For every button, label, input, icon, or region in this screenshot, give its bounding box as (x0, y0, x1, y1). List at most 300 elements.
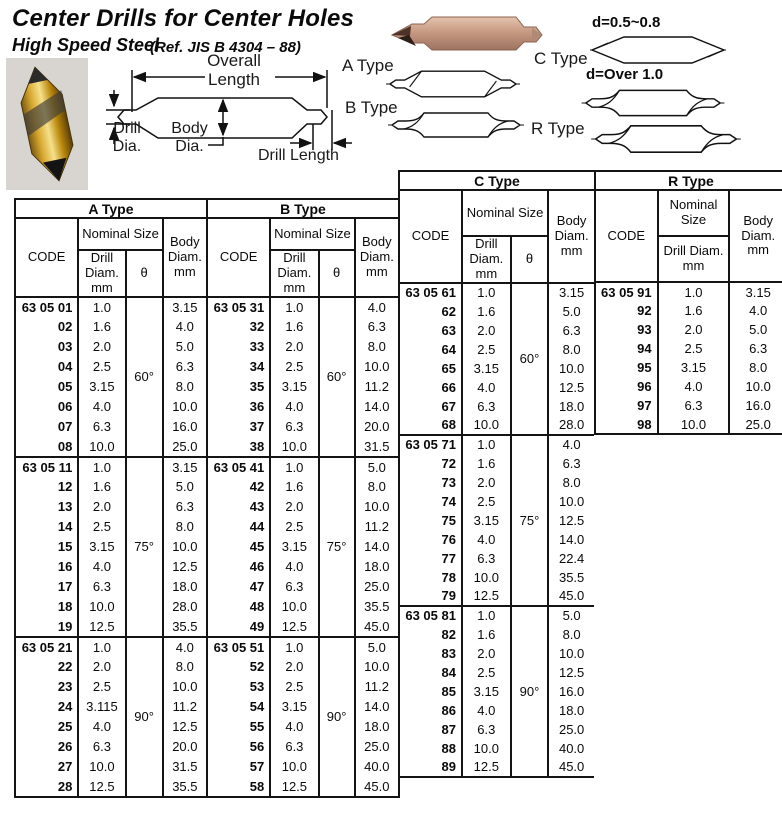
body-diam-cell: 10.0 (548, 644, 594, 663)
drill-diam-cell: 2.0 (78, 337, 125, 357)
drill-diam-cell: 12.5 (462, 587, 511, 606)
code-header: CODE (399, 190, 462, 283)
body-diam-cell: 16.0 (729, 396, 782, 415)
body-diam-cell: 25.0 (548, 720, 594, 739)
code-cell: 63 05 01 (15, 297, 78, 317)
drill-diam-cell: 3.15 (462, 682, 511, 701)
body-diam-cell: 5.0 (355, 457, 399, 477)
body-diam-cell: 28.0 (163, 597, 207, 617)
drill-diam-cell: 6.3 (270, 737, 318, 757)
drill-diam-cell: 1.6 (78, 477, 125, 497)
body-diam-cell: 16.0 (548, 682, 594, 701)
body-diam-cell: 25.0 (163, 437, 207, 457)
drill-diam-cell: 3.15 (78, 537, 125, 557)
body-diam-cell: 5.0 (548, 302, 594, 321)
body-diam-cell: 12.5 (548, 663, 594, 682)
drill-diam-cell: 1.6 (270, 477, 318, 497)
drill-diam-cell: 2.5 (78, 517, 125, 537)
drill-diam-cell: 2.0 (270, 337, 318, 357)
code-cell: 19 (15, 617, 78, 637)
drill-diam-cell: 6.3 (658, 396, 730, 415)
drill-diam-cell: 1.0 (270, 457, 318, 477)
body-diam-cell: 10.0 (548, 359, 594, 378)
drill-diam-cell: 3.15 (270, 537, 318, 557)
code-cell: 28 (15, 777, 78, 797)
drill-diam-cell: 2.5 (270, 517, 318, 537)
body-diam-cell: 8.0 (355, 477, 399, 497)
body-diam-cell: 10.0 (548, 492, 594, 511)
code-cell: 53 (207, 677, 270, 697)
drill-diam-cell: 10.0 (270, 597, 318, 617)
drill-diam-cell: 2.5 (78, 677, 125, 697)
c-type-small-d-label: d=0.5~0.8 (592, 14, 661, 31)
body-diam-cell: 10.0 (355, 657, 399, 677)
ab-type-table-group (14, 198, 400, 798)
code-cell: 52 (207, 657, 270, 677)
center-drill-photo (6, 58, 88, 190)
body-diam-cell: 11.2 (355, 677, 399, 697)
drill-diam-cell: 10.0 (78, 757, 125, 777)
theta-cell: 90° (511, 606, 549, 777)
drill-diam-cell: 6.3 (270, 577, 318, 597)
drill-diam-cell: 4.0 (78, 717, 125, 737)
body-diam-cell: 35.5 (163, 777, 207, 797)
body-diam-cell: 6.3 (163, 497, 207, 517)
body-diam-cell: 8.0 (548, 473, 594, 492)
code-header: CODE (15, 218, 78, 297)
nominal-size-header: Nominal Size (462, 190, 548, 236)
body-diam-cell: 35.5 (163, 617, 207, 637)
code-cell: 06 (15, 397, 78, 417)
body-diam-cell: 10.0 (163, 397, 207, 417)
code-cell: 42 (207, 477, 270, 497)
body-diam-cell: 45.0 (548, 587, 594, 606)
body-diam-cell: 4.0 (548, 435, 594, 454)
drill-diam-cell: 3.15 (270, 377, 318, 397)
code-cell: 63 05 61 (399, 283, 462, 302)
a-type-label: A Type (342, 56, 394, 75)
code-cell: 89 (399, 758, 462, 777)
code-cell: 36 (207, 397, 270, 417)
body-diam-cell: 14.0 (355, 697, 399, 717)
theta-header: θ (319, 250, 355, 297)
standard-reference: (Ref. JIS B 4304 – 88) (150, 39, 301, 56)
drill-diam-cell: 10.0 (462, 416, 511, 435)
nominal-size-header: Nominal Size (78, 218, 162, 250)
drill-diam-cell: 2.0 (78, 657, 125, 677)
drill-diam-cell: 2.5 (78, 357, 125, 377)
body-diam-cell: 10.0 (163, 537, 207, 557)
code-cell: 34 (207, 357, 270, 377)
body-diam-cell: 25.0 (729, 415, 782, 434)
drill-diam-cell: 1.6 (658, 301, 730, 320)
body-diam-cell: 4.0 (163, 637, 207, 657)
code-cell: 26 (15, 737, 78, 757)
drill-diam-cell: 2.5 (462, 663, 511, 682)
code-cell: 63 05 71 (399, 435, 462, 454)
body-diam-cell: 28.0 (548, 416, 594, 435)
body-diam-cell: 10.0 (355, 497, 399, 517)
center-drill-photo-2 (384, 6, 548, 64)
code-cell: 98 (595, 415, 658, 434)
drill-length-label: Drill Length (258, 147, 339, 164)
page-title: Center Drills for Center Holes (12, 5, 355, 32)
drill-diam-cell: 4.0 (462, 378, 511, 397)
body-diam-cell: 14.0 (548, 530, 594, 549)
c_type-table (398, 170, 594, 778)
body-diam-cell: 12.5 (163, 717, 207, 737)
code-cell: 15 (15, 537, 78, 557)
code-cell: 56 (207, 737, 270, 757)
theta-cell: 90° (319, 637, 355, 797)
code-cell: 17 (15, 577, 78, 597)
table-title-a_type: A Type (15, 199, 207, 218)
code-cell: 12 (15, 477, 78, 497)
drill-diam-cell: 10.0 (270, 757, 318, 777)
nominal-size-header: Nominal Size (270, 218, 354, 250)
code-cell: 97 (595, 396, 658, 415)
drill-diam-cell: 3.15 (462, 359, 511, 378)
drill-diam-cell: 2.5 (270, 677, 318, 697)
b-type-label: B Type (345, 98, 398, 117)
body-diam-cell: 25.0 (355, 577, 399, 597)
drill-diam-cell: 10.0 (270, 437, 318, 457)
body-diam-cell: 10.0 (163, 677, 207, 697)
theta-cell: 60° (319, 297, 355, 457)
body-diam-cell: 6.3 (163, 357, 207, 377)
code-cell: 37 (207, 417, 270, 437)
drill-diam-header: Drill Diam. mm (658, 236, 730, 282)
body-diam-cell: 11.2 (355, 517, 399, 537)
code-cell: 08 (15, 437, 78, 457)
code-cell: 94 (595, 339, 658, 358)
code-cell: 58 (207, 777, 270, 797)
code-cell: 62 (399, 302, 462, 321)
theta-cell: 75° (319, 457, 355, 637)
code-cell: 96 (595, 377, 658, 396)
c-type-small-drawing (584, 30, 732, 70)
body-diam-cell: 31.5 (355, 437, 399, 457)
code-cell: 92 (595, 301, 658, 320)
body-diam-cell: 25.0 (355, 737, 399, 757)
overall-length-label: Overall Length (207, 51, 261, 89)
code-cell: 93 (595, 320, 658, 339)
code-cell: 87 (399, 720, 462, 739)
body-diam-cell: 8.0 (163, 517, 207, 537)
body-diam-cell: 5.0 (355, 637, 399, 657)
drill-diam-cell: 3.15 (658, 358, 730, 377)
body-diam-cell: 11.2 (163, 697, 207, 717)
drill-diam-cell: 1.0 (78, 457, 125, 477)
code-cell: 23 (15, 677, 78, 697)
code-cell: 43 (207, 497, 270, 517)
theta-cell: 75° (126, 457, 163, 637)
drill-diam-cell: 10.0 (658, 415, 730, 434)
code-cell: 16 (15, 557, 78, 577)
code-cell: 63 05 31 (207, 297, 270, 317)
cr-type-table-group (398, 170, 782, 778)
body-diam-cell: 5.0 (729, 320, 782, 339)
theta-header: θ (126, 250, 163, 297)
c-type-large-d-label: d=Over 1.0 (586, 66, 664, 83)
body-diam-cell: 6.3 (355, 317, 399, 337)
body-diam-header: Body Diam. mm (355, 218, 399, 297)
body-diam-cell: 35.5 (548, 568, 594, 587)
c-type-label: C Type (534, 49, 588, 68)
body-diam-cell: 3.15 (548, 283, 594, 302)
code-cell: 27 (15, 757, 78, 777)
body-diam-cell: 8.0 (548, 340, 594, 359)
drill-diam-cell: 4.0 (462, 701, 511, 720)
body-diam-cell: 40.0 (355, 757, 399, 777)
table-title-r_type: R Type (595, 171, 782, 190)
drill-dia-label: Drill Dia. (112, 120, 142, 155)
body-diam-cell: 14.0 (355, 537, 399, 557)
drill-diam-cell: 1.0 (270, 637, 318, 657)
r-type-label: R Type (531, 119, 585, 138)
code-cell: 66 (399, 378, 462, 397)
page-subtitle: High Speed Steel (12, 35, 160, 55)
drill-diam-cell: 1.0 (462, 283, 511, 302)
drill-diam-cell: 6.3 (78, 417, 125, 437)
body-diam-cell: 3.15 (163, 297, 207, 317)
drill-diam-cell: 2.0 (270, 657, 318, 677)
code-cell: 83 (399, 644, 462, 663)
drill-diam-cell: 1.0 (462, 435, 511, 454)
code-cell: 47 (207, 577, 270, 597)
gold-drill-image (6, 58, 88, 190)
code-cell: 79 (399, 587, 462, 606)
code-cell: 63 05 21 (15, 637, 78, 657)
drill-diam-cell: 2.5 (270, 357, 318, 377)
nominal-size-header: Nominal Size (658, 190, 730, 236)
code-cell: 35 (207, 377, 270, 397)
code-cell: 33 (207, 337, 270, 357)
code-cell: 07 (15, 417, 78, 437)
code-cell: 38 (207, 437, 270, 457)
body-diam-cell: 5.0 (548, 606, 594, 625)
code-cell: 68 (399, 416, 462, 435)
code-cell: 63 (399, 321, 462, 340)
body-diam-cell: 18.0 (355, 717, 399, 737)
drill-diam-cell: 1.6 (78, 317, 125, 337)
code-cell: 82 (399, 625, 462, 644)
drill-diam-cell: 10.0 (462, 568, 511, 587)
drill-diam-cell: 2.0 (270, 497, 318, 517)
code-header: CODE (595, 190, 658, 282)
body-diam-cell: 16.0 (163, 417, 207, 437)
code-cell: 86 (399, 701, 462, 720)
code-cell: 72 (399, 454, 462, 473)
drill-diam-cell: 3.15 (462, 511, 511, 530)
body-diam-cell: 40.0 (548, 739, 594, 758)
r-type-drawing (586, 117, 746, 161)
drill-diam-cell: 1.6 (462, 625, 511, 644)
drill-diam-cell: 2.0 (658, 320, 730, 339)
code-cell: 84 (399, 663, 462, 682)
body-diam-cell: 20.0 (355, 417, 399, 437)
code-cell: 02 (15, 317, 78, 337)
body-diam-cell: 10.0 (729, 377, 782, 396)
body-diam-cell: 18.0 (163, 577, 207, 597)
drill-diam-cell: 4.0 (270, 717, 318, 737)
code-cell: 65 (399, 359, 462, 378)
code-cell: 76 (399, 530, 462, 549)
drill-diam-cell: 2.0 (462, 473, 511, 492)
drill-diam-cell: 2.5 (462, 340, 511, 359)
code-cell: 88 (399, 739, 462, 758)
body-diam-header: Body Diam. mm (548, 190, 594, 283)
code-cell: 18 (15, 597, 78, 617)
code-cell: 63 05 41 (207, 457, 270, 477)
drill-diam-cell: 1.0 (270, 297, 318, 317)
body-diam-cell: 6.3 (548, 454, 594, 473)
table-title-b_type: B Type (207, 199, 399, 218)
drill-diam-cell: 1.6 (462, 454, 511, 473)
drill-diam-cell: 12.5 (462, 758, 511, 777)
drill-diam-cell: 2.0 (78, 497, 125, 517)
code-cell: 54 (207, 697, 270, 717)
drill-diam-cell: 1.0 (78, 637, 125, 657)
b-type-drawing (386, 103, 526, 147)
drill-diam-cell: 10.0 (78, 437, 125, 457)
code-cell: 63 05 11 (15, 457, 78, 477)
drill-diam-cell: 4.0 (270, 397, 318, 417)
drill-diam-cell: 6.3 (462, 720, 511, 739)
drill-diam-cell: 2.5 (462, 492, 511, 511)
drill-diam-cell: 12.5 (270, 617, 318, 637)
body-diam-cell: 3.15 (729, 282, 782, 301)
code-cell: 04 (15, 357, 78, 377)
code-cell: 73 (399, 473, 462, 492)
body-diam-cell: 45.0 (355, 617, 399, 637)
body-diam-cell: 8.0 (163, 657, 207, 677)
drill-diam-cell: 6.3 (78, 577, 125, 597)
code-cell: 74 (399, 492, 462, 511)
drill-diam-cell: 12.5 (270, 777, 318, 797)
body-diam-cell: 10.0 (355, 357, 399, 377)
body-diam-cell: 8.0 (163, 377, 207, 397)
a-type-drawing (384, 64, 522, 104)
drill-diam-cell: 4.0 (270, 557, 318, 577)
drill-diam-cell: 3.115 (78, 697, 125, 717)
body-diam-cell: 8.0 (729, 358, 782, 377)
code-cell: 05 (15, 377, 78, 397)
drill-diam-cell: 6.3 (270, 417, 318, 437)
drill-diam-cell: 3.15 (270, 697, 318, 717)
code-cell: 77 (399, 549, 462, 568)
body-diam-cell: 18.0 (355, 557, 399, 577)
code-cell: 85 (399, 682, 462, 701)
code-cell: 95 (595, 358, 658, 377)
body-diam-cell: 45.0 (548, 758, 594, 777)
drill-diam-cell: 10.0 (462, 739, 511, 758)
code-cell: 22 (15, 657, 78, 677)
body-diam-cell: 4.0 (355, 297, 399, 317)
code-cell: 25 (15, 717, 78, 737)
code-cell: 63 05 91 (595, 282, 658, 301)
code-cell: 44 (207, 517, 270, 537)
code-cell: 55 (207, 717, 270, 737)
body-dia-label: Body Dia. (171, 120, 208, 155)
drill-diam-cell: 10.0 (78, 597, 125, 617)
drill-diam-header: Drill Diam. mm (462, 236, 511, 283)
a_type-b_type-table (14, 198, 400, 798)
body-diam-cell: 5.0 (163, 337, 207, 357)
body-diam-cell: 12.5 (548, 378, 594, 397)
code-cell: 46 (207, 557, 270, 577)
code-cell: 24 (15, 697, 78, 717)
body-diam-cell: 8.0 (355, 337, 399, 357)
body-diam-cell: 11.2 (355, 377, 399, 397)
body-diam-cell: 45.0 (355, 777, 399, 797)
code-cell: 03 (15, 337, 78, 357)
body-diam-cell: 31.5 (163, 757, 207, 777)
code-cell: 14 (15, 517, 78, 537)
drill-diam-cell: 1.6 (270, 317, 318, 337)
code-cell: 49 (207, 617, 270, 637)
body-diam-cell: 20.0 (163, 737, 207, 757)
body-diam-header: Body Diam. mm (729, 190, 782, 282)
drill-diam-cell: 1.0 (658, 282, 730, 301)
code-cell: 63 05 81 (399, 606, 462, 625)
drill-diam-header: Drill Diam. mm (78, 250, 125, 297)
drill-diam-cell: 6.3 (78, 737, 125, 757)
drill-diam-cell: 2.0 (462, 644, 511, 663)
code-cell: 78 (399, 568, 462, 587)
code-cell: 32 (207, 317, 270, 337)
code-cell: 64 (399, 340, 462, 359)
code-cell: 67 (399, 397, 462, 416)
body-diam-cell: 5.0 (163, 477, 207, 497)
theta-header: θ (511, 236, 549, 283)
drill-diam-cell: 3.15 (78, 377, 125, 397)
code-cell: 75 (399, 511, 462, 530)
drill-diam-cell: 1.0 (462, 606, 511, 625)
drill-diam-cell: 6.3 (462, 549, 511, 568)
drill-diam-cell: 1.0 (78, 297, 125, 317)
table-title-c_type: C Type (399, 171, 594, 190)
theta-cell: 75° (511, 435, 549, 606)
drill-diam-cell: 4.0 (462, 530, 511, 549)
body-diam-cell: 6.3 (548, 321, 594, 340)
body-diam-cell: 4.0 (163, 317, 207, 337)
body-diam-cell: 12.5 (163, 557, 207, 577)
code-cell: 57 (207, 757, 270, 777)
body-diam-cell: 8.0 (548, 625, 594, 644)
theta-cell: 90° (126, 637, 163, 797)
code-cell: 63 05 51 (207, 637, 270, 657)
theta-cell: 60° (126, 297, 163, 457)
body-diam-header: Body Diam. mm (163, 218, 207, 297)
code-cell: 13 (15, 497, 78, 517)
body-diam-cell: 22.4 (548, 549, 594, 568)
code-header: CODE (207, 218, 270, 297)
body-diam-cell: 18.0 (548, 701, 594, 720)
body-diam-cell: 35.5 (355, 597, 399, 617)
code-cell: 48 (207, 597, 270, 617)
drill-diam-cell: 6.3 (462, 397, 511, 416)
theta-cell: 60° (511, 283, 549, 435)
drill-diam-cell: 4.0 (658, 377, 730, 396)
drill-diam-cell: 12.5 (78, 777, 125, 797)
r_type-table (594, 170, 782, 435)
drill-diam-cell: 12.5 (78, 617, 125, 637)
drill-diam-cell: 4.0 (78, 397, 125, 417)
body-diam-cell: 14.0 (355, 397, 399, 417)
body-diam-cell: 12.5 (548, 511, 594, 530)
drill-diam-cell: 2.0 (462, 321, 511, 340)
